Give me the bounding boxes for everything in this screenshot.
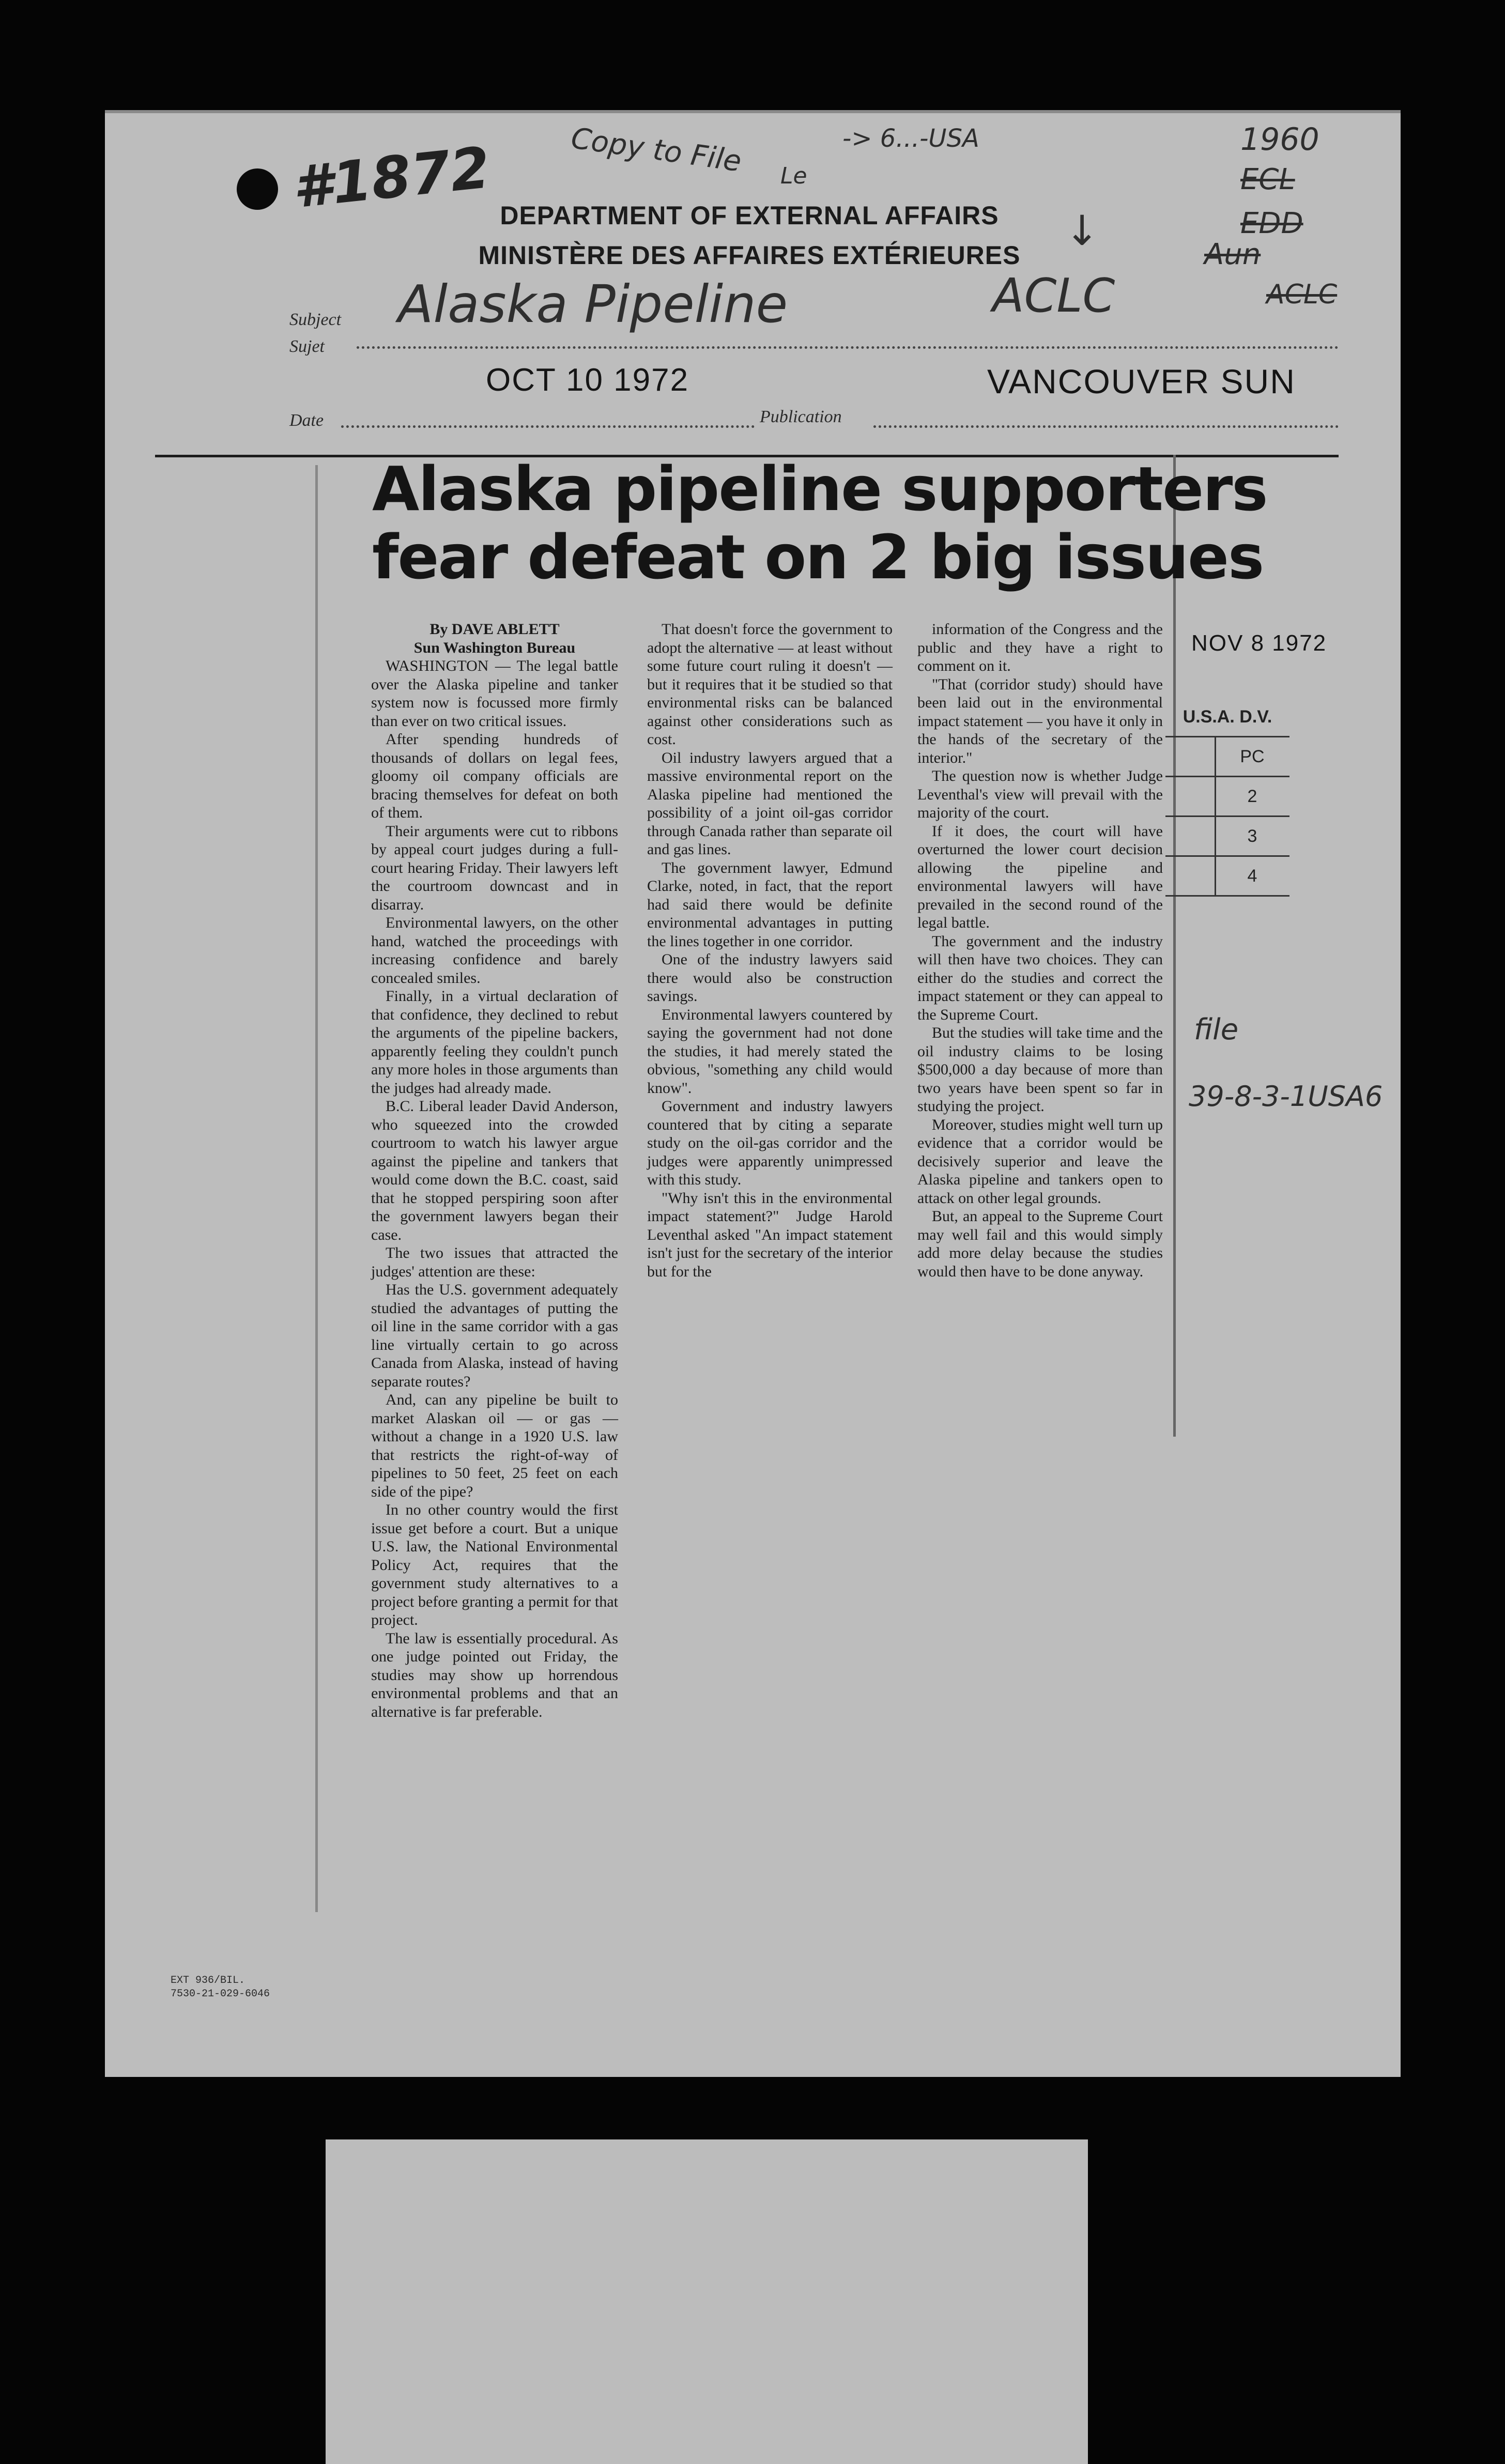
paragraph: WASHINGTON — The legal battle over the Alaska pipeline and tanker system now is focussed more firmly than ever on two critical issues.: [371, 657, 618, 730]
publication-dotted-line: [873, 425, 1339, 428]
form-number: EXT 936/BIL.: [171, 1975, 245, 1986]
article-column-3: [917, 620, 1163, 1281]
bureau: Sun Washington Bureau: [413, 639, 576, 656]
paragraph: The question now is whether Judge Leventhal's view will prevail with the majority of the court.: [917, 767, 1163, 821]
paragraph: The two issues that attracted the judges' attention are these:: [371, 1244, 618, 1280]
handwritten-aclc: ACLC: [992, 269, 1115, 323]
paragraph: The government lawyer, Edmund Clarke, noted, in fact, that the report had said there would be definite environmental advantages in putting the lines together in one corridor.: [647, 859, 893, 950]
subject-dotted-line: [357, 346, 1339, 349]
paragraph: One of the industry lawyers said there would also be construction savings.: [647, 951, 893, 1005]
handwritten-arrow: ↓: [1065, 207, 1100, 255]
routing-header: U.S.A. D.V.: [1183, 706, 1272, 727]
paragraph: Their arguments were cut to ribbons by appeal court judges during a full-court hearing Friday. Their lawyers left the courtroom downcast and in disarray.: [371, 822, 618, 913]
handwritten-top-right-2: ECL: [1240, 163, 1295, 196]
publication-label: Publication: [760, 407, 842, 426]
paragraph: "Why isn't this in the environmental impact statement?" Judge Harold Leventhal asked "An impact statement isn't just for the secretary of the interior but for the: [647, 1189, 893, 1280]
handwritten-top-right-1: 1960: [1240, 121, 1319, 158]
handwritten-subject: Alaska Pipeline: [398, 274, 788, 334]
paragraph: That doesn't force the government to adopt the alternative — at least without some future court ruling it doesn't — but it requires that it be studied so that environmental risks can be balanced against other considerations such as cost.: [647, 621, 893, 748]
paragraph: Finally, in a virtual declaration of that confidence, they declined to rebut the arguments of the pipeline backers, apparently feeling they couldn't punch any more holes in those arguments than the judges had already made.: [371, 988, 618, 1097]
paragraph: The law is essentially procedural. As one judge pointed out Friday, the studies may show up horrendous environmental problems and that an alternative is far preferable.: [371, 1629, 618, 1720]
byline: By DAVE ABLETT: [429, 621, 560, 638]
paragraph: Oil industry lawyers argued that a massive environmental report on the Alaska pipeline had mentioned the possibility of a joint oil-gas corridor through Canada rather than separate oil and gas lines.: [647, 749, 893, 858]
paragraph: "That (corridor study) should have been laid out in the environmental impact statement — you have it only in the hands of the secretary of the interior.": [917, 675, 1163, 766]
handwritten-file-number-side: 39-8-3-1USA6: [1189, 1080, 1383, 1113]
stock-number: 7530-21-029-6046: [171, 1988, 270, 2000]
paragraph: But, an appeal to the Supreme Court may well fail and this would simply add more delay because the studies would then have to be done anyway.: [917, 1208, 1163, 1280]
paragraph: information of the Congress and the public and they have a right to comment on it.: [917, 621, 1163, 674]
headline-line-2: fear defeat on 2 big issues: [372, 521, 1264, 593]
paragraph: In no other country would the first issue get before a court. But a unique U.S. law, the National Environmental Policy Act, requires that the government study alternatives to a project before granting a permit for that project.: [371, 1501, 618, 1628]
handwritten-copy-ref: -> 6...-USA: [842, 124, 979, 153]
sheet-top-edge: [105, 110, 1401, 113]
handwritten-top-right-3: EDD: [1240, 207, 1303, 240]
article-column-2: [647, 620, 893, 1281]
paragraph: Government and industry lawyers countered that by citing a separate study on the oil-gas corridor and the judges were apparently unimpressed with this study.: [647, 1098, 893, 1188]
paragraph: And, can any pipeline be built to market Alaskan oil — or gas — without a change in a 1920 U.S. law that restricts the right-of-way of pipelines to 50 feet, 25 feet on each side of the pipe?: [371, 1391, 618, 1500]
paragraph: Environmental lawyers countered by saying the government had not done the studies, it had merely stated the obvious, "something any child would know".: [647, 1006, 893, 1097]
handwritten-top-right-4: Aun: [1204, 238, 1261, 271]
paragraph: B.C. Liberal leader David Anderson, who squeezed into the crowded courtroom to watch his lawyer argue against the pipeline and tankers that would come down the B.C. coast, said that he stopped perspiring soon after the government lawyers began their case.: [371, 1098, 618, 1243]
paragraph: But the studies will take time and the oil industry claims to be losing $500,000 a day because of more than two years have been spent so far in studying the project.: [917, 1024, 1163, 1115]
handwritten-file: file: [1194, 1013, 1239, 1046]
article-column-1: [371, 620, 618, 1721]
handwritten-initials: Le: [780, 163, 807, 189]
second-sheet: [326, 2139, 1088, 2464]
date-stamp: OCT 10 1972: [486, 362, 689, 398]
department-title-fr: MINISTÈRE DES AFFAIRES EXTÉRIEURES: [478, 241, 1021, 270]
paragraph: Environmental lawyers, on the other hand, watched the proceedings with increasing confidence and barely concealed smiles.: [371, 914, 618, 987]
routing-row: PC: [1165, 736, 1289, 776]
routing-row: 4: [1165, 855, 1289, 897]
publication-stamp: VANCOUVER SUN: [987, 362, 1296, 401]
handwritten-copy-note: Copy to File: [569, 121, 744, 179]
routing-row: 2: [1165, 776, 1289, 815]
date-label: Date: [289, 411, 324, 430]
date-dotted-line: [341, 425, 755, 428]
handwritten-file-number: #1872: [289, 134, 493, 221]
clipping-left-edge: [315, 465, 318, 1912]
department-title-en: DEPARTMENT OF EXTERNAL AFFAIRS: [500, 201, 999, 230]
subject-label: Subject: [289, 310, 342, 329]
received-stamp: NOV 8 1972: [1191, 630, 1327, 656]
hole-punch: [237, 168, 278, 210]
sujet-label: Sujet: [289, 337, 325, 356]
paragraph: Moreover, studies might well turn up evidence that a corridor would be decisively superior and leave the Alaska pipeline and tankers open to attack on other legal grounds.: [917, 1116, 1163, 1207]
paragraph: The government and the industry will then have two choices. They can either do the studies and correct the impact statement or they can appeal to the Supreme Court.: [917, 932, 1163, 1023]
routing-table: [1165, 698, 1289, 897]
paragraph: After spending hundreds of thousands of dollars on legal fees, gloomy oil company officials are bracing themselves for defeat on both of them.: [371, 731, 618, 821]
routing-row: 3: [1165, 815, 1289, 855]
paragraph: Has the U.S. government adequately studied the advantages of putting the oil line in the same corridor with a gas line virtually certain to go across Canada from Alaska, instead of having separate routes?: [371, 1281, 618, 1390]
clipping-right-edge: [1173, 455, 1176, 1437]
paragraph: If it does, the court will have overturned the lower court decision allowing the pipeline and environmental lawyers will have prevailed in the second round of the legal battle.: [917, 822, 1163, 931]
handwritten-top-right-5: ACLC: [1266, 279, 1338, 310]
headline-line-1: Alaska pipeline supporters: [372, 453, 1267, 525]
article-headline: [372, 455, 1267, 591]
